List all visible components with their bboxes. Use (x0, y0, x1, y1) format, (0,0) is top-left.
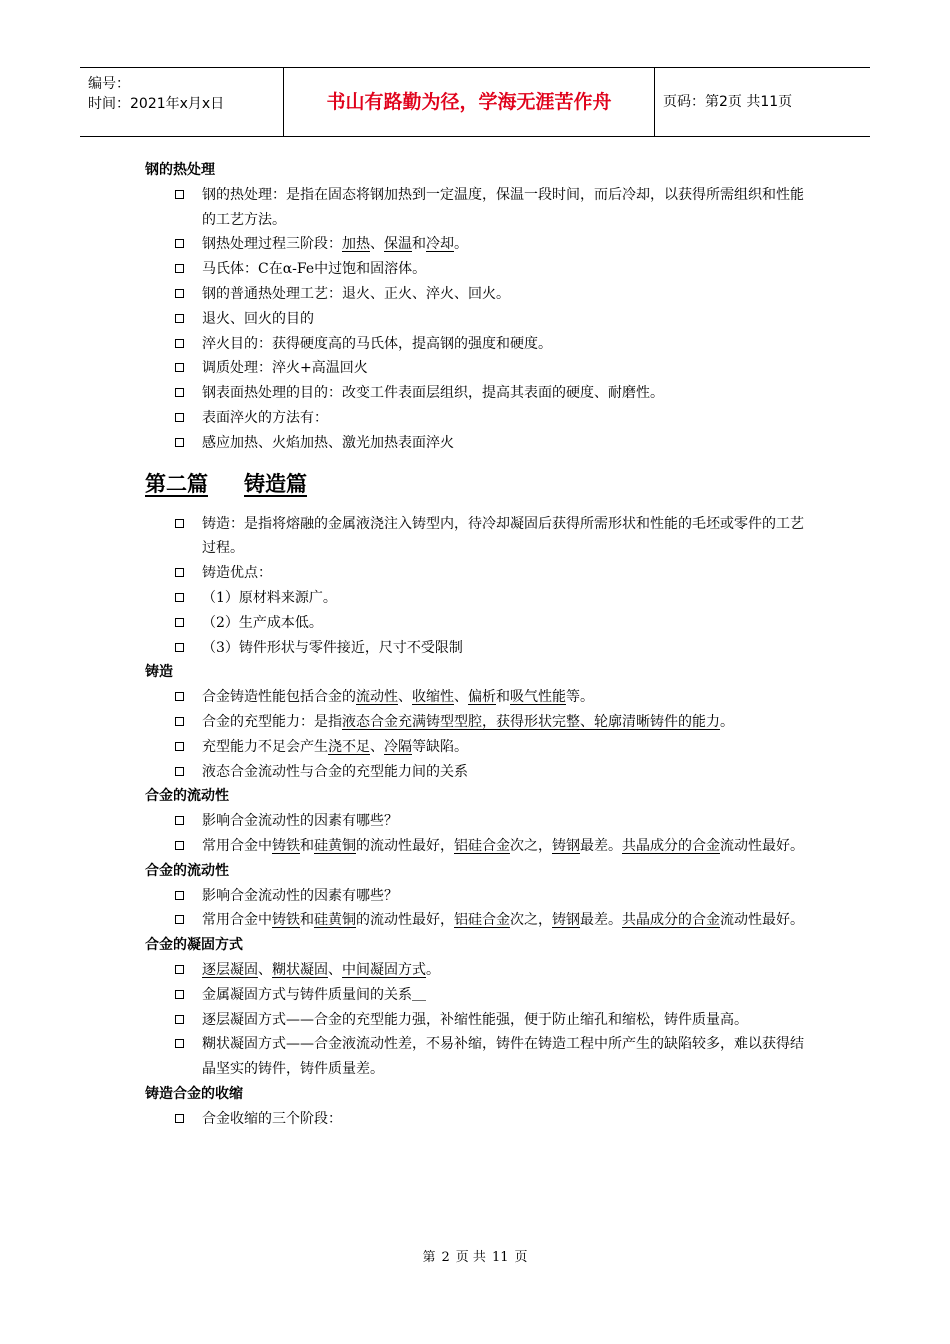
list-item: 金属凝固方式与铸件质量间的关系＿ (145, 983, 815, 1008)
list-item: 表面淬火的方法有： (145, 406, 815, 431)
section-title: 合金的流动性 (145, 788, 229, 805)
checkbox-icon (175, 438, 184, 447)
section-title: 铸造 (145, 664, 173, 681)
list-item: 充型能力不足会产生浇不足、冷隔等缺陷。 (145, 735, 815, 760)
list-item: 铸造优点： (145, 561, 815, 586)
checkbox-icon (175, 816, 184, 825)
list-item: 合金收缩的三个阶段： (145, 1107, 815, 1132)
list-item: （2）生产成本低。 (145, 611, 815, 636)
bullet-list (145, 1107, 815, 1132)
bullet-list (145, 809, 815, 859)
checkbox-icon (175, 314, 184, 323)
footer-total-pages: 11 (491, 1250, 509, 1265)
checkbox-icon (175, 339, 184, 348)
list-item: 钢的普通热处理工艺：退火、正火、淬火、回火。 (145, 282, 815, 307)
checkbox-icon (175, 990, 184, 999)
list-item: 调质处理：淬火+高温回火 (145, 356, 815, 381)
list-item: 液态合金流动性与合金的充型能力间的关系 (145, 760, 815, 785)
checkbox-icon (175, 593, 184, 602)
checkbox-icon (175, 413, 184, 422)
page-footer: 第 2 页 共 11 页 (422, 1250, 528, 1265)
time-label: 时间：2021年x月x日 (88, 96, 225, 112)
checkbox-icon (175, 915, 184, 924)
header-page-info: 页码：第2页 共11页 (663, 94, 793, 110)
bullet-list (145, 183, 815, 456)
checkbox-icon (175, 841, 184, 850)
checkbox-icon (175, 891, 184, 900)
checkbox-icon (175, 388, 184, 397)
checkbox-icon (175, 1015, 184, 1024)
section-title: 铸造合金的收缩 (145, 1085, 243, 1102)
list-item: 合金的充型能力：是指液态合金充满铸型型腔，获得形状完整、轮廓清晰铸件的能力。 (145, 710, 815, 735)
list-item: 退火、回火的目的 (145, 307, 815, 332)
checkbox-icon (175, 1114, 184, 1123)
list-item: 钢热处理过程三阶段：加热、保温和冷却。 (145, 232, 815, 257)
checkbox-icon (175, 289, 184, 298)
list-item: （3）铸件形状与零件接近，尺寸不受限制 (145, 636, 815, 661)
bullet-list (145, 958, 815, 1082)
list-item: 铸造：是指将熔融的金属液浇注入铸型内，待冷却凝固后获得所需形状和性能的毛坯或零件的工艺过程。 (145, 512, 815, 562)
list-item: 影响合金流动性的因素有哪些？ (145, 809, 815, 834)
checkbox-icon (175, 618, 184, 627)
checkbox-icon (175, 363, 184, 372)
checkbox-icon (175, 717, 184, 726)
bullet-list (145, 512, 815, 661)
list-item: 糊状凝固方式——合金液流动性差，不易补缩，铸件在铸造工程中所产生的缺陷较多，难以获得结晶坚实的铸件，铸件质量差。 (145, 1032, 815, 1082)
bullet-list (145, 884, 815, 934)
part-title: 第二篇 铸造篇 (145, 471, 307, 496)
list-item: 逐层凝固方式——合金的充型能力强，补缩性能强，便于防止缩孔和缩松，铸件质量高。 (145, 1008, 815, 1033)
checkbox-icon (175, 742, 184, 751)
list-item: 淬火目的：获得硬度高的马氏体，提高钢的强度和硬度。 (145, 332, 815, 357)
checkbox-icon (175, 519, 184, 528)
list-item: 影响合金流动性的因素有哪些？ (145, 884, 815, 909)
list-item: 常用合金中铸铁和硅黄铜的流动性最好，铝硅合金次之，铸钢最差。共晶成分的合金流动性最好。 (145, 908, 815, 933)
header-motto: 书山有路勤为径，学海无涯苦作舟 (283, 68, 655, 136)
bullet-list (145, 685, 815, 784)
document-body (145, 158, 815, 1131)
page-header (80, 67, 870, 137)
list-item: 钢表面热处理的目的：改变工件表面层组织，提高其表面的硬度、耐磨性。 (145, 381, 815, 406)
checkbox-icon (175, 643, 184, 652)
checkbox-icon (175, 965, 184, 974)
header-meta (80, 68, 283, 136)
footer-page-number: 2 (441, 1250, 450, 1265)
section-title: 钢的热处理 (145, 162, 215, 178)
list-item: （1）原材料来源广。 (145, 586, 815, 611)
list-item: 常用合金中铸铁和硅黄铜的流动性最好，铝硅合金次之，铸钢最差。共晶成分的合金流动性最好。 (145, 834, 815, 859)
number-label: 编号： (88, 76, 130, 92)
list-item: 合金铸造性能包括合金的流动性、收缩性、偏析和吸气性能等。 (145, 685, 815, 710)
checkbox-icon (175, 239, 184, 248)
checkbox-icon (175, 692, 184, 701)
checkbox-icon (175, 767, 184, 776)
checkbox-icon (175, 1039, 184, 1048)
list-item: 感应加热、火焰加热、激光加热表面淬火 (145, 431, 815, 456)
checkbox-icon (175, 568, 184, 577)
list-item: 马氏体：C在α-Fe中过饱和固溶体。 (145, 257, 815, 282)
checkbox-icon (175, 190, 184, 199)
list-item: 逐层凝固、糊状凝固、中间凝固方式。 (145, 958, 815, 983)
section-title: 合金的流动性 (145, 862, 229, 879)
list-item: 钢的热处理：是指在固态将钢加热到一定温度，保温一段时间，而后冷却，以获得所需组织和性能的工艺方法。 (145, 183, 815, 233)
section-title: 合金的凝固方式 (145, 937, 243, 954)
checkbox-icon (175, 264, 184, 273)
